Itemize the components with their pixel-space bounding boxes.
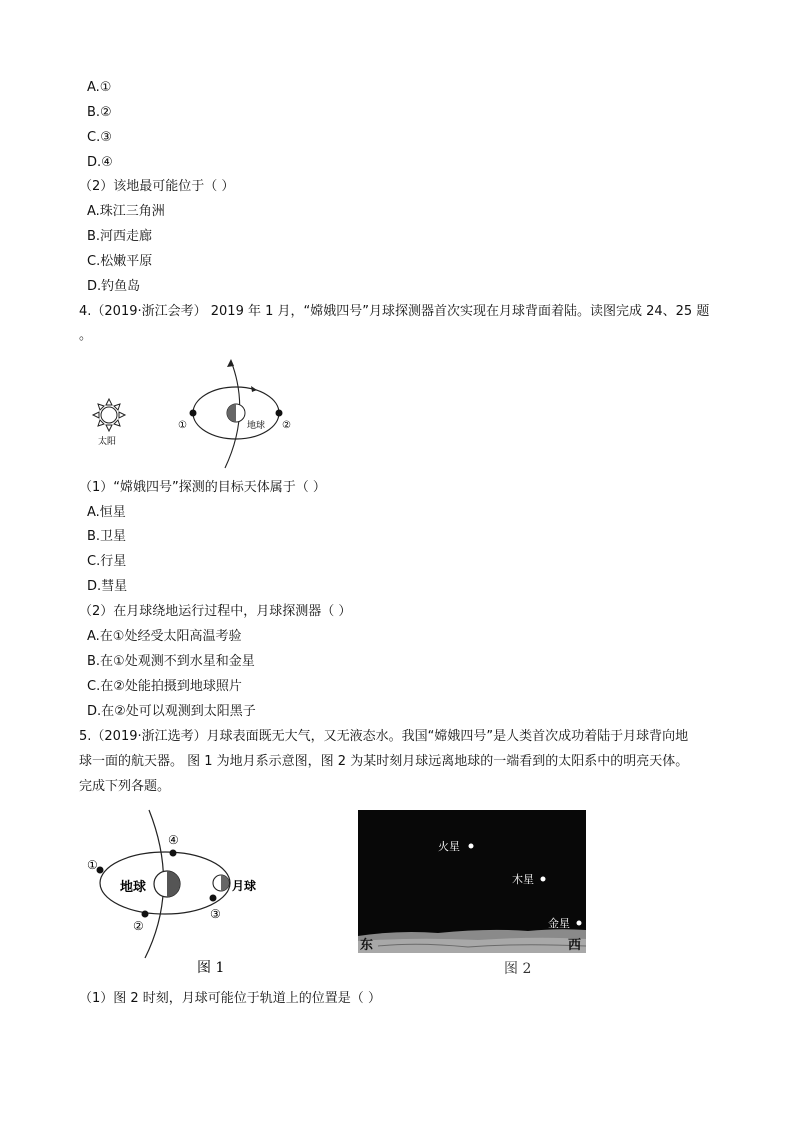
option-a: A.① xyxy=(87,80,112,95)
earth-label: 地球 xyxy=(120,880,147,895)
position-1-label: ① xyxy=(87,858,98,872)
position-2-label: ② xyxy=(133,919,144,933)
mars-label: 火星 xyxy=(438,840,460,853)
option-c: C.行星 xyxy=(87,554,127,569)
question-4-2-stem: （2）在月球绕地运行过程中，月球探测器（ ） xyxy=(79,604,352,619)
west-label: 西 xyxy=(568,938,582,953)
q5-figure-1 xyxy=(85,808,285,980)
question-4-stem: 4.（2019·浙江会考） 2019 年 1 月，“嫦娥四号”月球探测器首次实现在月球背面着陆。读图完成 24、25 题 xyxy=(79,304,710,319)
venus-dot xyxy=(577,921,582,926)
moon-label: 月球 xyxy=(232,879,257,893)
position-3-label: ③ xyxy=(210,907,221,921)
east-label: 东 xyxy=(360,938,374,953)
option-a: A.恒星 xyxy=(87,505,126,520)
jupiter-dot xyxy=(541,877,546,882)
option-b: B.河西走廊 xyxy=(87,229,153,244)
option-a: A.在①处经受太阳高温考验 xyxy=(87,629,242,644)
orbit-arrow-icon xyxy=(251,386,257,392)
option-d: D.④ xyxy=(87,155,113,170)
position-1-label: ① xyxy=(178,420,187,431)
earth-label: 地球 xyxy=(247,421,266,431)
position-3-dot xyxy=(210,895,217,902)
position-1-dot xyxy=(190,410,197,417)
position-2-dot xyxy=(276,410,283,417)
question-5-stem-line2: 球一面的航天器。 图 1 为地月系示意图，图 2 为某时刻月球远离地球的一端看到的太阳系中的明亮天体。 xyxy=(79,754,689,769)
option-b: B.② xyxy=(87,105,112,120)
jupiter-label: 木星 xyxy=(512,873,534,886)
option-d: D.钓鱼岛 xyxy=(87,279,141,294)
option-c: C.松嫩平原 xyxy=(87,254,153,269)
option-b: B.卫星 xyxy=(87,529,127,544)
mars-dot xyxy=(469,844,474,849)
position-4-label: ④ xyxy=(168,833,179,847)
figure-1-caption: 图 1 xyxy=(197,960,225,976)
question-5-stem: 5.（2019·浙江选考）月球表面既无大气，又无液态水。我国“嫦娥四号”是人类首次成功着陆于月球背向地 xyxy=(79,729,689,744)
position-2-dot xyxy=(142,911,149,918)
earth-orbit-arrow-icon xyxy=(227,359,234,367)
position-2-label: ② xyxy=(282,420,291,431)
question-4-stem-tail: 。 xyxy=(79,328,93,343)
venus-label: 金星 xyxy=(548,917,570,930)
question-4-1-stem: （1）“嫦娥四号”探测的目标天体属于（ ） xyxy=(79,480,326,495)
question-5-1-stem: （1）图 2 时刻，月球可能位于轨道上的位置是（ ） xyxy=(79,991,381,1006)
option-c: C.在②处能拍摄到地球照片 xyxy=(87,679,242,694)
question-3-2-stem: （2）该地最可能位于（ ） xyxy=(79,179,235,194)
option-c: C.③ xyxy=(87,130,112,145)
question-5-stem-line3: 完成下列各题。 xyxy=(79,779,171,794)
option-d: D.彗星 xyxy=(87,579,128,594)
option-a: A.珠江三角洲 xyxy=(87,204,165,219)
option-d: D.在②处可以观测到太阳黑子 xyxy=(87,704,256,719)
q4-figure-earth-moon-orbit xyxy=(85,355,315,473)
sun-label: 太阳 xyxy=(98,437,117,447)
position-4-dot xyxy=(170,850,177,857)
sun-icon xyxy=(93,399,125,431)
option-b: B.在①处观测不到水星和金星 xyxy=(87,654,255,669)
q5-figure-2 xyxy=(358,810,586,953)
figure-2-caption: 图 2 xyxy=(504,961,532,977)
